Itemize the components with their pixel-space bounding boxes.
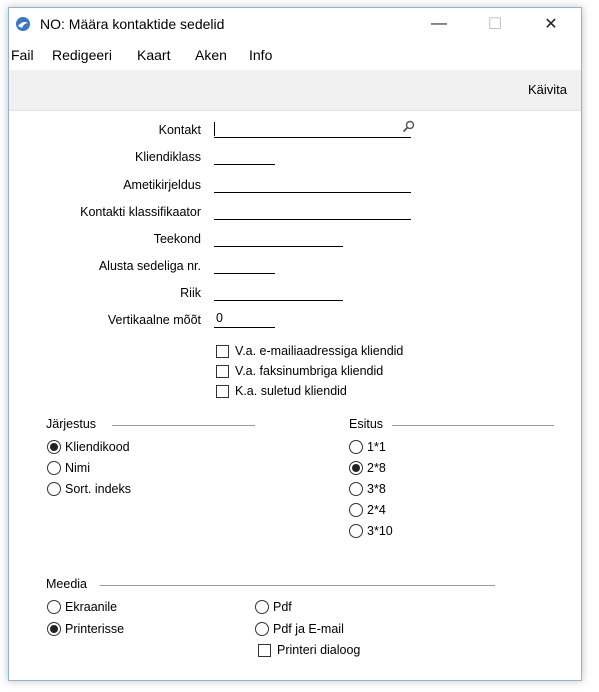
- layout-label-2x8: 2*8: [367, 461, 386, 475]
- vertical-size-label: Vertikaalne mõõt: [107, 313, 201, 327]
- minimize-button[interactable]: [417, 8, 461, 40]
- menu-card[interactable]: Kaart: [137, 47, 171, 63]
- layout-radio-2x4[interactable]: [349, 503, 363, 517]
- contact-classifier-label: Kontakti klassifikaator: [80, 205, 201, 219]
- route-field[interactable]: [214, 232, 343, 247]
- order-radio-sort-index[interactable]: [47, 482, 61, 496]
- menu-bar: [9, 41, 581, 69]
- close-button[interactable]: [529, 8, 573, 40]
- text-cursor: [214, 122, 215, 136]
- layout-radio-2x8[interactable]: [349, 461, 363, 475]
- layout-label-2x4: 2*4: [367, 503, 386, 517]
- order-section-title: Järjestus: [46, 417, 97, 431]
- start-number-field[interactable]: [214, 259, 275, 274]
- country-label: Riik: [180, 286, 201, 300]
- contact-field[interactable]: [214, 123, 411, 138]
- media-label-pdf-email: Pdf ja E-mail: [273, 622, 344, 636]
- contact-classifier-field[interactable]: [214, 205, 411, 220]
- media-radio-screen[interactable]: [47, 600, 61, 614]
- run-button[interactable]: Käivita: [527, 82, 567, 97]
- toolbar: [9, 70, 581, 111]
- contact-label: Kontakt: [158, 123, 201, 137]
- layout-radio-3x10[interactable]: [349, 524, 363, 538]
- vertical-size-value: 0: [216, 311, 223, 325]
- country-field[interactable]: [214, 286, 343, 301]
- order-radio-name[interactable]: [47, 461, 61, 475]
- print-dialog-checkbox[interactable]: [258, 644, 271, 657]
- order-radio-customer-code[interactable]: [47, 440, 61, 454]
- media-radio-pdf[interactable]: [255, 600, 269, 614]
- exclude-fax-label: V.a. faksinumbriga kliendid: [235, 364, 384, 378]
- menu-info[interactable]: Info: [249, 47, 273, 63]
- maximize-icon: ☐: [487, 16, 503, 33]
- media-section-title: Meedia: [46, 577, 87, 591]
- media-divider: [100, 585, 495, 586]
- layout-label-1x1: 1*1: [367, 440, 386, 454]
- minimize-icon: —: [431, 15, 447, 32]
- include-closed-label: K.a. suletud kliendid: [235, 384, 347, 398]
- layout-radio-1x1[interactable]: [349, 440, 363, 454]
- close-icon: ✕: [544, 16, 558, 33]
- app-icon: [15, 16, 31, 32]
- maximize-button[interactable]: [473, 8, 517, 40]
- layout-section-title: Esitus: [349, 417, 384, 431]
- layout-radio-3x8[interactable]: [349, 482, 363, 496]
- order-label-customer-code: Kliendikood: [65, 440, 130, 454]
- media-label-pdf: Pdf: [273, 600, 292, 614]
- exclude-fax-checkbox[interactable]: [216, 365, 229, 378]
- layout-divider: [392, 425, 554, 426]
- order-label-sort-index: Sort. indeks: [65, 482, 132, 496]
- start-number-label: Alusta sedeliga nr.: [98, 259, 201, 273]
- customer-class-field[interactable]: [214, 150, 275, 165]
- media-radio-pdf-email[interactable]: [255, 622, 269, 636]
- report-window: [8, 7, 582, 681]
- media-label-screen: Ekraanile: [65, 600, 118, 614]
- job-description-label: Ametikirjeldus: [123, 178, 201, 192]
- order-label-name: Nimi: [65, 461, 90, 475]
- window-title: NO: Määra kontaktide sedelid: [40, 16, 225, 32]
- route-label: Teekond: [153, 232, 201, 246]
- menu-file[interactable]: Fail: [11, 47, 34, 63]
- search-icon[interactable]: [402, 120, 415, 133]
- vertical-size-field[interactable]: [214, 313, 275, 328]
- order-divider: [112, 425, 255, 426]
- layout-label-3x8: 3*8: [367, 482, 386, 496]
- menu-window[interactable]: Aken: [195, 47, 227, 63]
- layout-label-3x10: 3*10: [367, 524, 393, 538]
- job-description-field[interactable]: [214, 178, 411, 193]
- media-label-printer: Printerisse: [65, 622, 125, 636]
- menu-edit[interactable]: Redigeeri: [52, 47, 112, 63]
- exclude-email-label: V.a. e-mailiaadressiga kliendid: [235, 344, 404, 358]
- title-bar[interactable]: [9, 8, 581, 40]
- customer-class-label: Kliendiklass: [134, 150, 201, 164]
- exclude-email-checkbox[interactable]: [216, 345, 229, 358]
- include-closed-checkbox[interactable]: [216, 385, 229, 398]
- media-radio-printer[interactable]: [47, 622, 61, 636]
- print-dialog-label: Printeri dialoog: [277, 643, 361, 657]
